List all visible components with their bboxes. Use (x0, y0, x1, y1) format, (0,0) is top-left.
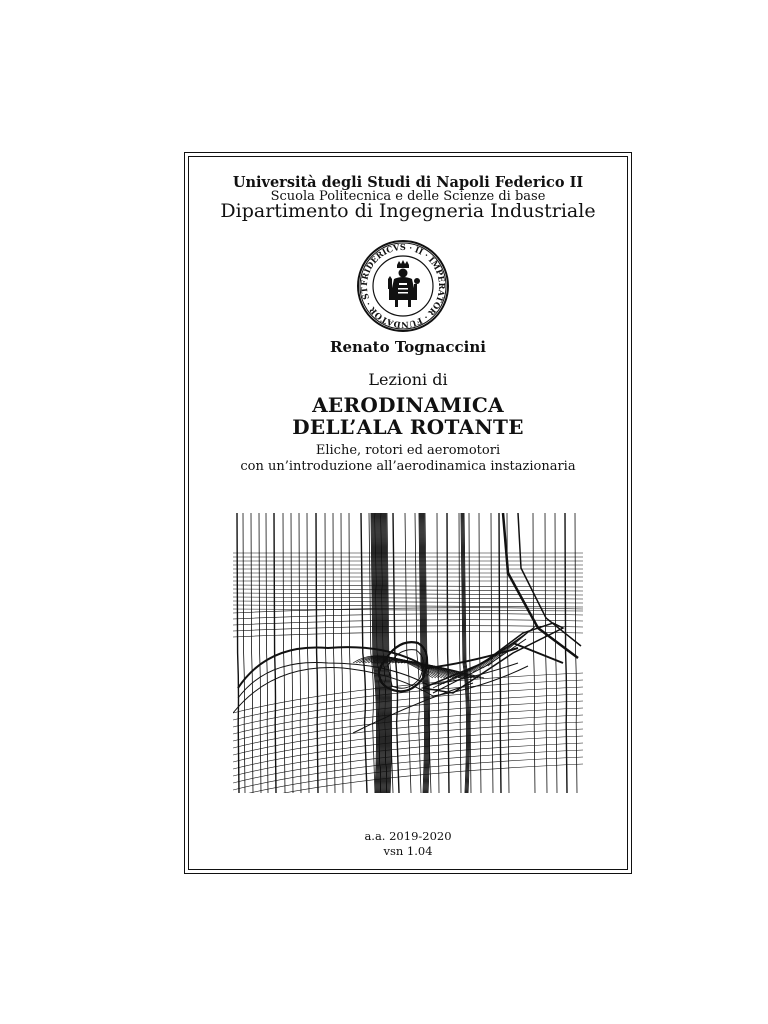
subtitle-line-1: Eliche, rotori ed aeromotori (315, 443, 501, 458)
version-label: vsn 1.04 (383, 844, 433, 858)
cfd-mesh-wing-illustration (233, 513, 583, 793)
school-name: Scuola Politecnica e delle Scienze di base (270, 189, 546, 204)
title-line-2: DELL’ALA ROTANTE (292, 415, 524, 439)
title-prefix: Lezioni di (368, 370, 448, 389)
author-name: Renato Tognaccini (330, 338, 486, 356)
university-name: Università degli Studi di Napoli Federico II (232, 174, 584, 191)
seal-legend: FRIDERICVS · II · IMPERATOR · FUNDATOR · ST (358, 241, 448, 331)
cover-frame (184, 152, 632, 874)
subtitle-line-2: con un’introduzione all’aerodinamica instazionaria (240, 459, 576, 474)
university-seal-icon (356, 239, 450, 333)
title-line-1: AERODINAMICA (312, 393, 504, 417)
department-name: Dipartimento di Ingegneria Industriale (220, 200, 596, 222)
academic-year: a.a. 2019-2020 (364, 829, 452, 843)
